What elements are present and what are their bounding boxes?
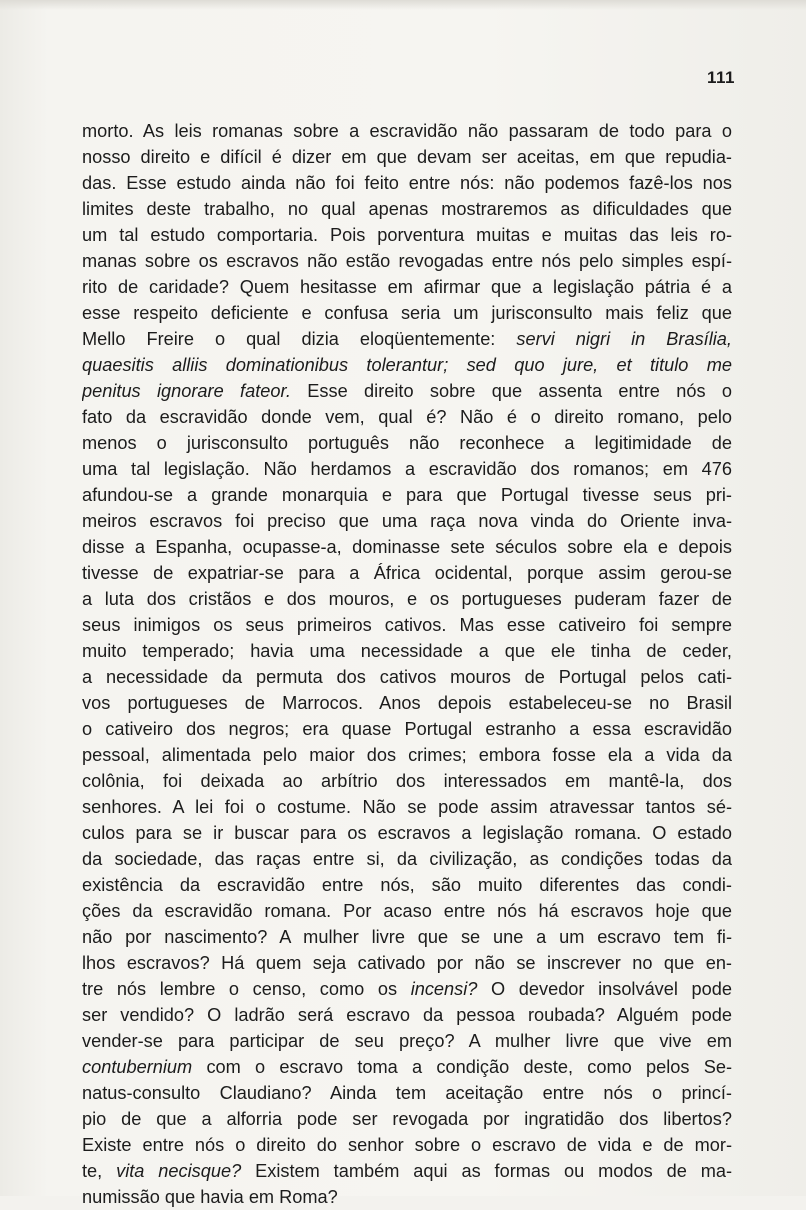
text-line [82, 586, 732, 612]
text-segment: culos para se ir buscar para os escravos a legislação romana. O estado [82, 823, 732, 843]
text-segment: fato da escravidão donde vem, qual é? Não é o direito romano, pelo [82, 407, 732, 427]
italic-segment: contubernium [82, 1057, 193, 1077]
text-line [82, 378, 732, 404]
text-line [82, 638, 732, 664]
text-line [82, 196, 732, 222]
text-segment: seus inimigos os seus primeiros cativos. Mas esse cativeiro foi sempre [82, 615, 732, 635]
text-line [82, 482, 732, 508]
text-segment: pessoal, alimentada pelo maior dos crimes; embora fosse ela a vida da [82, 745, 732, 765]
text-line [82, 768, 732, 794]
text-segment: colônia, foi deixada ao arbítrio dos interessados em mantê-la, dos [82, 771, 732, 791]
text-segment: rito de caridade? Quem hesitasse em afirmar que a legislação pátria é a [82, 277, 732, 297]
text-segment: esse respeito deficiente e confusa seria um jurisconsulto mais feliz que [82, 303, 732, 323]
text-line [82, 1132, 732, 1158]
text-line [82, 612, 732, 638]
italic-segment: incensi? [410, 979, 478, 999]
text-segment: lhos escravos? Há quem seja cativado por não se inscrever no que en- [82, 953, 732, 973]
italic-segment: quaesitis alliis dominationibus tolerantur; sed quo jure, et titulo me [82, 355, 732, 375]
text-line [82, 404, 732, 430]
text-segment: manas sobre os escravos não estão revogadas entre nós pelo simples espí- [82, 251, 732, 271]
text-segment: tre nós lembre o censo, como os [82, 979, 411, 999]
text-segment: existência da escravidão entre nós, são muito diferentes das condi- [82, 875, 732, 895]
text-segment: da sociedade, das raças entre si, da civilização, as condições todas da [82, 849, 732, 869]
text-segment: o cativeiro dos negros; era quase Portugal estranho a essa escravidão [82, 719, 732, 739]
text-line [82, 664, 732, 690]
text-line [82, 352, 732, 378]
text-line [82, 170, 732, 196]
text-segment: tivesse de expatriar-se para a África ocidental, porque assim gerou-se [82, 563, 732, 583]
text-line [82, 846, 732, 872]
text-segment: vos portugueses de Marrocos. Anos depois estabeleceu-se no Brasil [82, 693, 732, 713]
text-segment: Esse direito sobre que assenta entre nós o [290, 381, 732, 401]
text-line [82, 976, 732, 1002]
text-segment: natus-consulto Claudiano? Ainda tem aceitação entre nós o princí- [82, 1083, 732, 1103]
text-line [82, 508, 732, 534]
text-line [82, 1054, 732, 1080]
text-line [82, 1184, 732, 1210]
page-number: 111 [707, 68, 735, 87]
text-segment: senhores. A lei foi o costume. Não se pode assim atravessar tantos sé- [82, 797, 732, 817]
text-line [82, 274, 732, 300]
text-line [82, 820, 732, 846]
text-segment: afundou-se a grande monarquia e para que Portugal tivesse seus pri- [82, 485, 732, 505]
text-segment: com o escravo toma a condição deste, como pelos Se- [192, 1057, 732, 1077]
body-text [82, 118, 732, 1210]
text-segment: uma tal legislação. Não herdamos a escravidão dos romanos; em 476 [82, 459, 732, 479]
text-line [82, 326, 732, 352]
text-segment: não por nascimento? A mulher livre que se une a um escravo tem fi- [82, 927, 732, 947]
text-segment: um tal estudo comportaria. Pois porventura muitas e muitas das leis ro- [82, 225, 732, 245]
text-segment: nosso direito e difícil é dizer em que devam ser aceitas, em que repudia- [82, 147, 732, 167]
text-segment: ser vendido? O ladrão será escravo da pessoa roubada? Alguém pode [82, 1005, 732, 1025]
text-line [82, 456, 732, 482]
text-segment: Mello Freire o qual dizia eloqüentemente: [82, 329, 517, 349]
text-line [82, 118, 732, 144]
italic-segment: servi nigri in Brasília, [516, 329, 732, 349]
text-line [82, 1106, 732, 1132]
text-segment: numissão que havia em Roma? [82, 1187, 338, 1207]
text-line [82, 534, 732, 560]
text-line [82, 742, 732, 768]
text-line [82, 690, 732, 716]
text-segment: a luta dos cristãos e dos mouros, e os portugueses puderam fazer de [82, 589, 732, 609]
text-line [82, 430, 732, 456]
text-segment: muito temperado; havia uma necessidade a que ele tinha de ceder, [82, 641, 732, 661]
text-line [82, 872, 732, 898]
text-line [82, 924, 732, 950]
text-line [82, 1158, 732, 1184]
text-segment: O devedor insolvável pode [477, 979, 732, 999]
text-segment: te, [82, 1161, 117, 1181]
page-top-shadow [0, 0, 806, 10]
text-line [82, 1028, 732, 1054]
text-line [82, 560, 732, 586]
text-segment: menos o jurisconsulto português não reconhece a legitimidade de [82, 433, 732, 453]
text-segment: ções da escravidão romana. Por acaso entre nós há escravos hoje que [82, 901, 732, 921]
text-segment: morto. As leis romanas sobre a escravidão não passaram de todo para o [82, 121, 732, 141]
text-line [82, 950, 732, 976]
text-line [82, 898, 732, 924]
text-line [82, 144, 732, 170]
text-segment: das. Esse estudo ainda não foi feito entre nós: não podemos fazê-los nos [82, 173, 732, 193]
text-line [82, 248, 732, 274]
text-line [82, 794, 732, 820]
text-segment: meiros escravos foi preciso que uma raça nova vinda do Oriente inva- [82, 511, 732, 531]
text-line [82, 222, 732, 248]
text-line [82, 300, 732, 326]
italic-segment: penitus ignorare fateor. [82, 381, 291, 401]
text-segment: a necessidade da permuta dos cativos mouros de Portugal pelos cati- [82, 667, 732, 687]
text-segment: disse a Espanha, ocupasse-a, dominasse sete séculos sobre ela e depois [82, 537, 732, 557]
text-segment: Existe entre nós o direito do senhor sobre o escravo de vida e de mor- [82, 1135, 732, 1155]
text-line [82, 716, 732, 742]
text-line [82, 1080, 732, 1106]
text-segment: vender-se para participar de seu preço? A mulher livre que vive em [82, 1031, 732, 1051]
text-line [82, 1002, 732, 1028]
italic-segment: vita necisque? [116, 1161, 242, 1181]
text-segment: Existem também aqui as formas ou modos de ma- [241, 1161, 732, 1181]
text-segment: limites deste trabalho, no qual apenas mostraremos as dificuldades que [82, 199, 732, 219]
text-segment: pio de que a alforria pode ser revogada por ingratidão dos libertos? [82, 1109, 732, 1129]
